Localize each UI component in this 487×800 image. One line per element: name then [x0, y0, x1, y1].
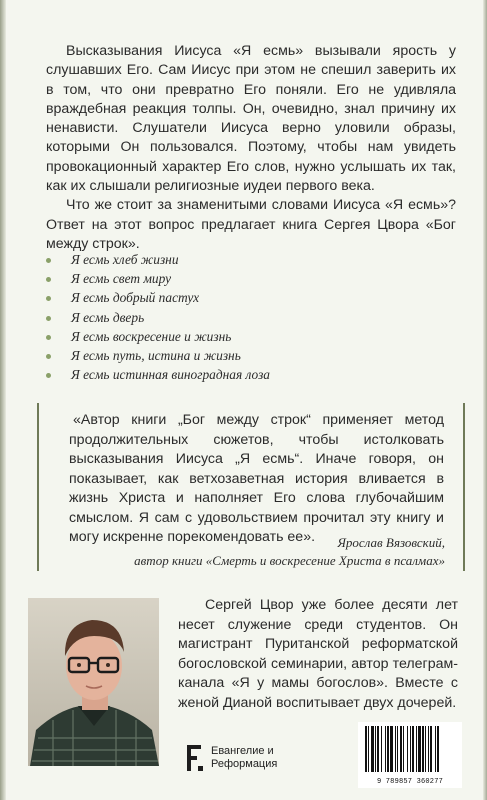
- saying-text: Я есмь хлеб жизни: [71, 252, 179, 267]
- bullet-dot-icon: [46, 354, 51, 359]
- list-item: [46, 269, 446, 288]
- author-photo: [28, 598, 159, 766]
- barcode-bars-icon: [364, 726, 456, 772]
- publisher-name-line-1: Евангелие и: [211, 745, 274, 757]
- bullet-dot-icon: [46, 373, 51, 378]
- saying-text: Я есмь путь, истина и жизнь: [71, 347, 241, 363]
- list-item: [46, 288, 446, 307]
- cover-right-edge: [483, 0, 487, 800]
- endorsement-quote-box: [37, 403, 465, 571]
- bullet-dot-icon: [46, 335, 51, 340]
- endorsement-attribution: [65, 534, 445, 570]
- sayings-list: [46, 250, 446, 384]
- intro-text: [46, 42, 456, 254]
- author-bio-text: Сергей Цвор уже более десяти лет несет служение среди студентов. Он магистрант Пуританской реформатской богословской семинарии, автор телеграм-канала «Я у мамы богослов». Вместе с женой Дианой воспитывает двух дочерей.: [178, 597, 458, 711]
- endorsement-author-name: Ярослав Вязовский,: [337, 535, 445, 550]
- author-portrait-image: [28, 598, 159, 766]
- intro-paragraph-1: Высказывания Иисуса «Я есмь» вызывали ярость у слушавших Его. Сам Иисус при этом не спешил заверить их в том, что они превратно Его поняли. Его не удивляла враждебная реакция толпы. Он, очевидно, знал причину их ненависти. Слушатели Иисуса верно уловили образы, которыми Он пользовался. Поэтому, чтобы нам увидеть провокационный характер Его слов, нужно услышать их так, как их слышали религиозные иудеи первого века.: [46, 43, 456, 195]
- list-item: [46, 327, 446, 346]
- saying-text: Я есмь воскресение и жизнь: [71, 328, 232, 344]
- publisher-name: [211, 745, 277, 771]
- publisher-name-line-2: Реформация: [211, 758, 278, 770]
- bullet-dot-icon: [46, 258, 51, 263]
- endorsement-author-credit: автор книги «Смерть и воскресение Христа в псалмах»: [134, 553, 445, 568]
- publisher-mark-icon: [185, 743, 205, 773]
- endorsement-quote-text: «Автор книги „Бог между строк“ применяет метод продолжительных сюжетов, чтобы истолковать высказывания Иисуса „Я есмь“. Иначе говоря, он показывает, как ветхозаветная история вливается в жизнь Христа и наполняет Его слова глубочайшим смыслом. Я сам с удовольствием прочитал эту книгу и могу искренне порекомендовать ее».: [69, 412, 444, 545]
- cover-left-edge: [0, 0, 6, 800]
- list-item: [46, 308, 446, 327]
- bullet-dot-icon: [46, 316, 51, 321]
- list-item: [46, 346, 446, 365]
- saying-text: Я есмь добрый пастух: [71, 290, 200, 306]
- isbn-barcode: [358, 722, 462, 788]
- saying-text: Я есмь свет миру: [71, 271, 172, 287]
- bullet-dot-icon: [46, 296, 51, 301]
- publisher-logo: [185, 741, 278, 777]
- bullet-dot-icon: [46, 277, 51, 282]
- saying-text: Я есмь дверь: [71, 309, 145, 325]
- list-item: [46, 250, 446, 269]
- saying-text: Я есмь истинная виноградная лоза: [71, 367, 270, 383]
- intro-paragraph-2: Что же стоит за знаменитыми словами Иисуса «Я есмь»? Ответ на этот вопрос предлагает книга Сергея Цвора «Бог между строк».: [46, 197, 456, 252]
- list-item: [46, 365, 446, 384]
- barcode-number: 9 789857 360277: [376, 778, 443, 786]
